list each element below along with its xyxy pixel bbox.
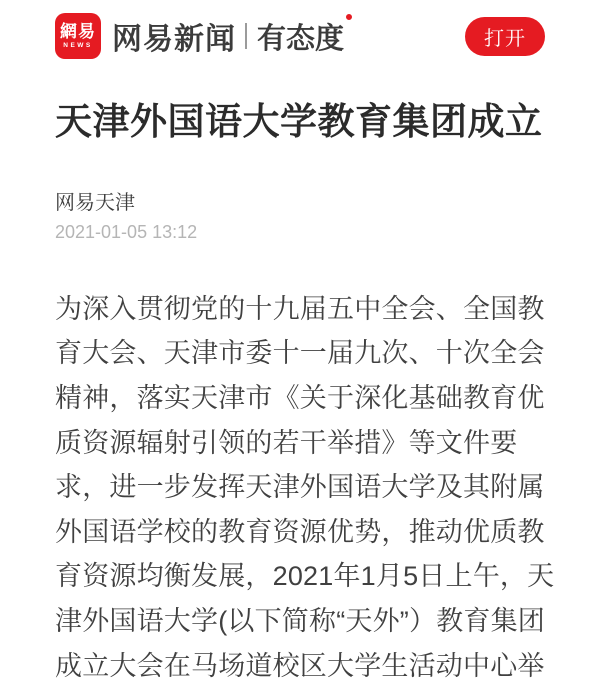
degree-ring-icon (346, 14, 352, 20)
wordmark-divider (245, 23, 247, 49)
body-line: 求，进一步发挥天津外国语大学及其附属 (55, 472, 545, 503)
logo-cn-text: 網易 (60, 21, 96, 41)
open-app-button[interactable]: 打开 (465, 17, 545, 56)
article-timestamp: 2021-01-05 13:12 (55, 221, 198, 242)
article-body (55, 287, 555, 688)
logo-en-text: NEWS (63, 42, 93, 50)
article-source[interactable]: 网易天津 (55, 191, 135, 214)
body-line: 成立大会在马场道校区大学生活动中心举 (55, 650, 545, 681)
body-line: 为深入贯彻党的十九届五中全会、全国教 (55, 293, 545, 324)
body-line: 外国语学校的教育资源优势，推动优质教 (55, 516, 545, 547)
app-banner (0, 0, 600, 59)
netease-news-logo-icon[interactable] (55, 13, 101, 59)
body-line: 育资源均衡发展，2021年1月5日上午，天 (55, 561, 555, 592)
body-line: 津外国语大学(以下简称“天外”）教育集团 (55, 606, 545, 637)
article-title: 天津外国语大学教育集团成立 (55, 101, 543, 142)
body-line: 精神，落实天津市《关于深化基础教育优 (55, 383, 545, 414)
byline (55, 186, 545, 243)
app-wordmark (112, 14, 352, 58)
app-name: 网易新闻 (112, 23, 236, 56)
body-line: 育大会、天津市委十一届九次、十次全会 (55, 338, 545, 369)
article (0, 99, 600, 688)
body-line: 质资源辐射引领的若干举措》等文件要 (55, 427, 518, 458)
app-slogan: 有态度 (257, 16, 352, 57)
